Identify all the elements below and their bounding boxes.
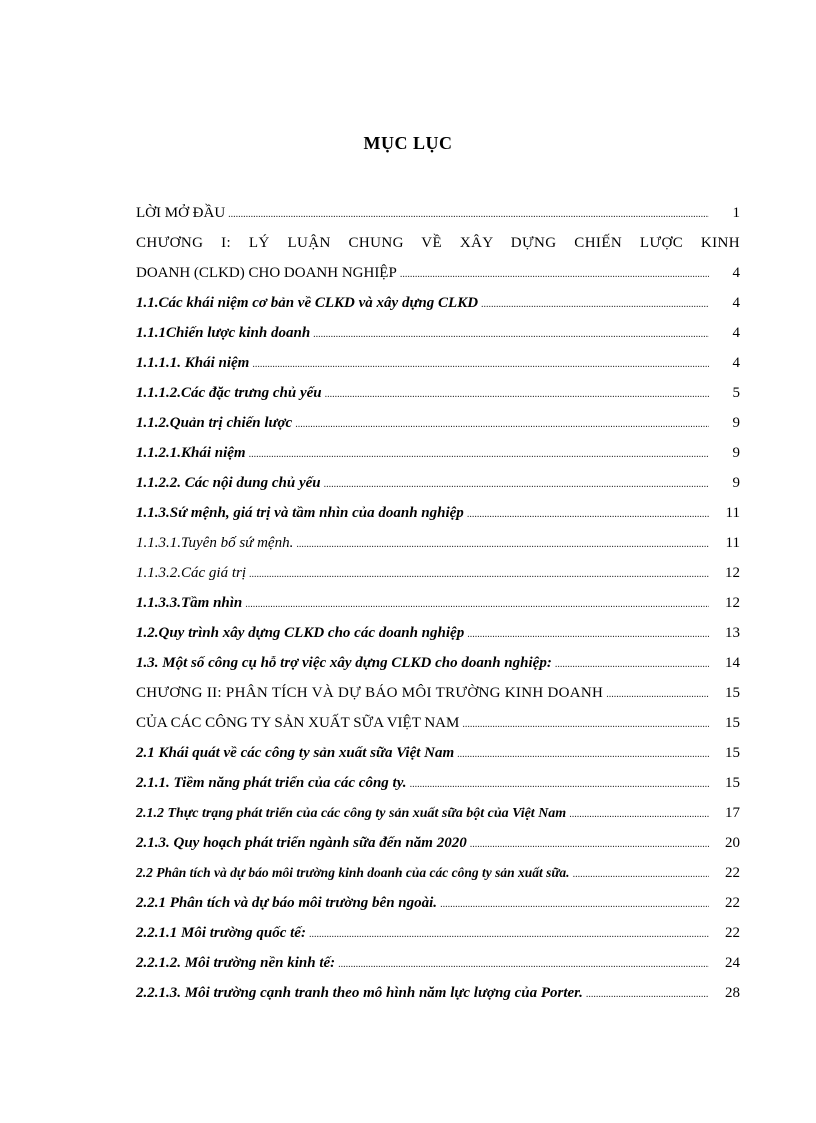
toc-entry-label: 1.1.3.Sứ mệnh, giá trị và tầm nhìn của doanh nghiệp: [136, 505, 464, 521]
toc-page-number: 13: [725, 625, 740, 641]
toc-leader: [440, 890, 709, 920]
toc-entry[interactable]: [136, 588, 740, 618]
toc-leader: [586, 980, 709, 1010]
toc-entry[interactable]: [136, 648, 740, 678]
toc-leader: [338, 950, 709, 980]
toc-entry[interactable]: [136, 498, 740, 528]
toc-leader: [467, 620, 709, 650]
toc-entry-label: 1.1.1.2.Các đặc trưng chủ yếu: [136, 385, 322, 401]
toc-leader: [245, 590, 709, 620]
toc-entry-label: 1.1.3.3.Tầm nhìn: [136, 595, 243, 611]
toc-entry-label: 1.1.1.1. Khái niệm: [136, 355, 250, 371]
toc-leader: [573, 860, 709, 890]
toc-entry-label: 1.1.2.2. Các nội dung chủ yếu: [136, 475, 321, 491]
toc-entry[interactable]: [136, 528, 740, 558]
toc-entry-label: 1.1.3.2.Các giá trị: [136, 565, 247, 581]
toc-entry-label: 2.2.1.2. Môi trường nền kinh tế:: [136, 955, 336, 971]
toc-entry[interactable]: [136, 618, 740, 648]
toc-entry[interactable]: [136, 888, 740, 918]
toc-entry[interactable]: [136, 438, 740, 468]
toc-leader: [325, 380, 709, 410]
toc-entry[interactable]: [136, 918, 740, 948]
toc-leader: [295, 410, 709, 440]
toc-entry[interactable]: [136, 948, 740, 978]
toc-page-number: 5: [732, 385, 740, 401]
toc-page-number: 4: [732, 325, 740, 341]
toc-entry[interactable]: [136, 768, 740, 798]
toc-page-number: 4: [732, 295, 740, 311]
toc-entry[interactable]: [136, 288, 740, 318]
toc-leader: [400, 260, 709, 290]
toc-page-number: 20: [725, 835, 740, 851]
toc-entry-label: DOANH (CLKD) CHO DOANH NGHIỆP: [136, 265, 397, 281]
toc-page-number: 9: [732, 475, 740, 491]
toc-entry[interactable]: [136, 408, 740, 438]
toc-leader: [410, 770, 709, 800]
toc-entry-label: LỜI MỞ ĐẦU: [136, 205, 226, 221]
toc-leader: [228, 200, 709, 230]
toc-page-number: 1: [732, 205, 740, 221]
toc-entry[interactable]: [136, 378, 740, 408]
toc-leader: [467, 500, 709, 530]
toc-entry-label: 2.1 Khái quát về các công ty sản xuất sữa Việt Nam: [136, 745, 455, 761]
toc-entry[interactable]: [136, 828, 740, 858]
toc-leader: [555, 650, 709, 680]
toc-leader: [457, 740, 709, 770]
toc-entry-label: 1.2.Quy trình xây dựng CLKD cho các doanh nghiệp: [136, 625, 465, 641]
toc-page-number: 12: [725, 595, 740, 611]
toc-page-number: 12: [725, 565, 740, 581]
toc-entry[interactable]: [136, 558, 740, 588]
toc-page-number: 15: [725, 685, 740, 701]
toc-page-number: 22: [725, 925, 740, 941]
toc-entry[interactable]: [136, 318, 740, 348]
toc-entry-label: 2.2.1.3. Môi trường cạnh tranh theo mô hình năm lực lượng của Porter.: [136, 985, 583, 1001]
toc-page-number: 11: [725, 535, 740, 551]
toc-entry-label: 2.1.2 Thực trạng phát triển của các công ty sản xuất sữa bột của Việt Nam: [136, 806, 567, 821]
page-title: MỤC LỤC: [363, 133, 453, 153]
toc-entry-label: 1.1.2.1.Khái niệm: [136, 445, 246, 461]
toc-leader: [296, 530, 709, 560]
toc-leader: [313, 320, 709, 350]
toc-page-number: 15: [725, 715, 740, 731]
toc-entry-label: 2.1.3. Quy hoạch phát triển ngành sữa đến năm 2020: [136, 835, 467, 851]
toc-page-number: 24: [725, 955, 740, 971]
toc-leader: [249, 440, 709, 470]
toc-entry[interactable]: [136, 978, 740, 1008]
toc-entry-label: CỦA CÁC CÔNG TY SẢN XUẤT SỮA VIỆT NAM: [136, 715, 460, 731]
toc-entry[interactable]: [136, 738, 740, 768]
toc-page-number: 15: [725, 775, 740, 791]
toc-leader: [252, 350, 709, 380]
toc-leader: [309, 920, 709, 950]
table-of-contents: [136, 198, 740, 1008]
toc-entry-label: 2.2.1.1 Môi trường quốc tế:: [136, 925, 306, 941]
toc-entry[interactable]: [136, 798, 740, 828]
toc-entry-label: CHƯƠNG II: PHÂN TÍCH VÀ DỰ BÁO MÔI TRƯỜNG KINH DOANH: [136, 685, 604, 701]
toc-page-number: 11: [725, 505, 740, 521]
toc-entry[interactable]: [136, 678, 740, 708]
toc-entry-label: 1.1.1Chiến lược kinh doanh: [136, 325, 311, 341]
toc-page-number: 14: [725, 655, 740, 671]
toc-entry-label: 1.1.Các khái niệm cơ bản về CLKD và xây dựng CLKD: [136, 295, 479, 311]
toc-leader: [470, 830, 709, 860]
toc-entry-label: 2.2.1 Phân tích và dự báo môi trường bên ngoài.: [136, 895, 438, 911]
toc-entry-label: 1.1.3.1.Tuyên bố sứ mệnh.: [136, 535, 294, 551]
toc-page-number: 22: [725, 895, 740, 911]
toc-leader: [569, 800, 709, 830]
toc-page-number: 4: [732, 355, 740, 371]
toc-entry-label: 1.1.2.Quản trị chiến lược: [136, 415, 293, 431]
toc-entry[interactable]: [136, 198, 740, 228]
toc-entry[interactable]: [136, 258, 740, 288]
toc-page-number: 22: [725, 865, 740, 881]
toc-page-number: 9: [732, 445, 740, 461]
toc-entry[interactable]: [136, 858, 740, 888]
toc-page-number: 15: [725, 745, 740, 761]
toc-entry[interactable]: [136, 468, 740, 498]
toc-entry[interactable]: [136, 228, 740, 258]
toc-leader: [324, 470, 709, 500]
toc-page-number: 9: [732, 415, 740, 431]
toc-entry-label: 2.1.1. Tiềm năng phát triển của các công ty.: [136, 775, 407, 791]
toc-leader: [606, 680, 709, 710]
toc-entry-label: CHƯƠNG I: LÝ LUẬN CHUNG VỀ XÂY DỰNG CHIẾN LƯỢC KINH: [136, 235, 740, 251]
toc-leader: [249, 560, 709, 590]
toc-entry[interactable]: [136, 708, 740, 738]
toc-entry-label: 2.2 Phân tích và dự báo môi trường kinh doanh của các công ty sản xuất sữa.: [136, 865, 570, 880]
toc-page-number: 4: [732, 265, 740, 281]
toc-leader: [481, 290, 709, 320]
toc-entry[interactable]: [136, 348, 740, 378]
toc-page-number: 28: [725, 985, 740, 1001]
toc-leader: [462, 710, 709, 740]
toc-entry-label: 1.3. Một số công cụ hỗ trợ việc xây dựng CLKD cho doanh nghiệp:: [136, 655, 552, 671]
toc-page-number: 17: [725, 805, 740, 821]
